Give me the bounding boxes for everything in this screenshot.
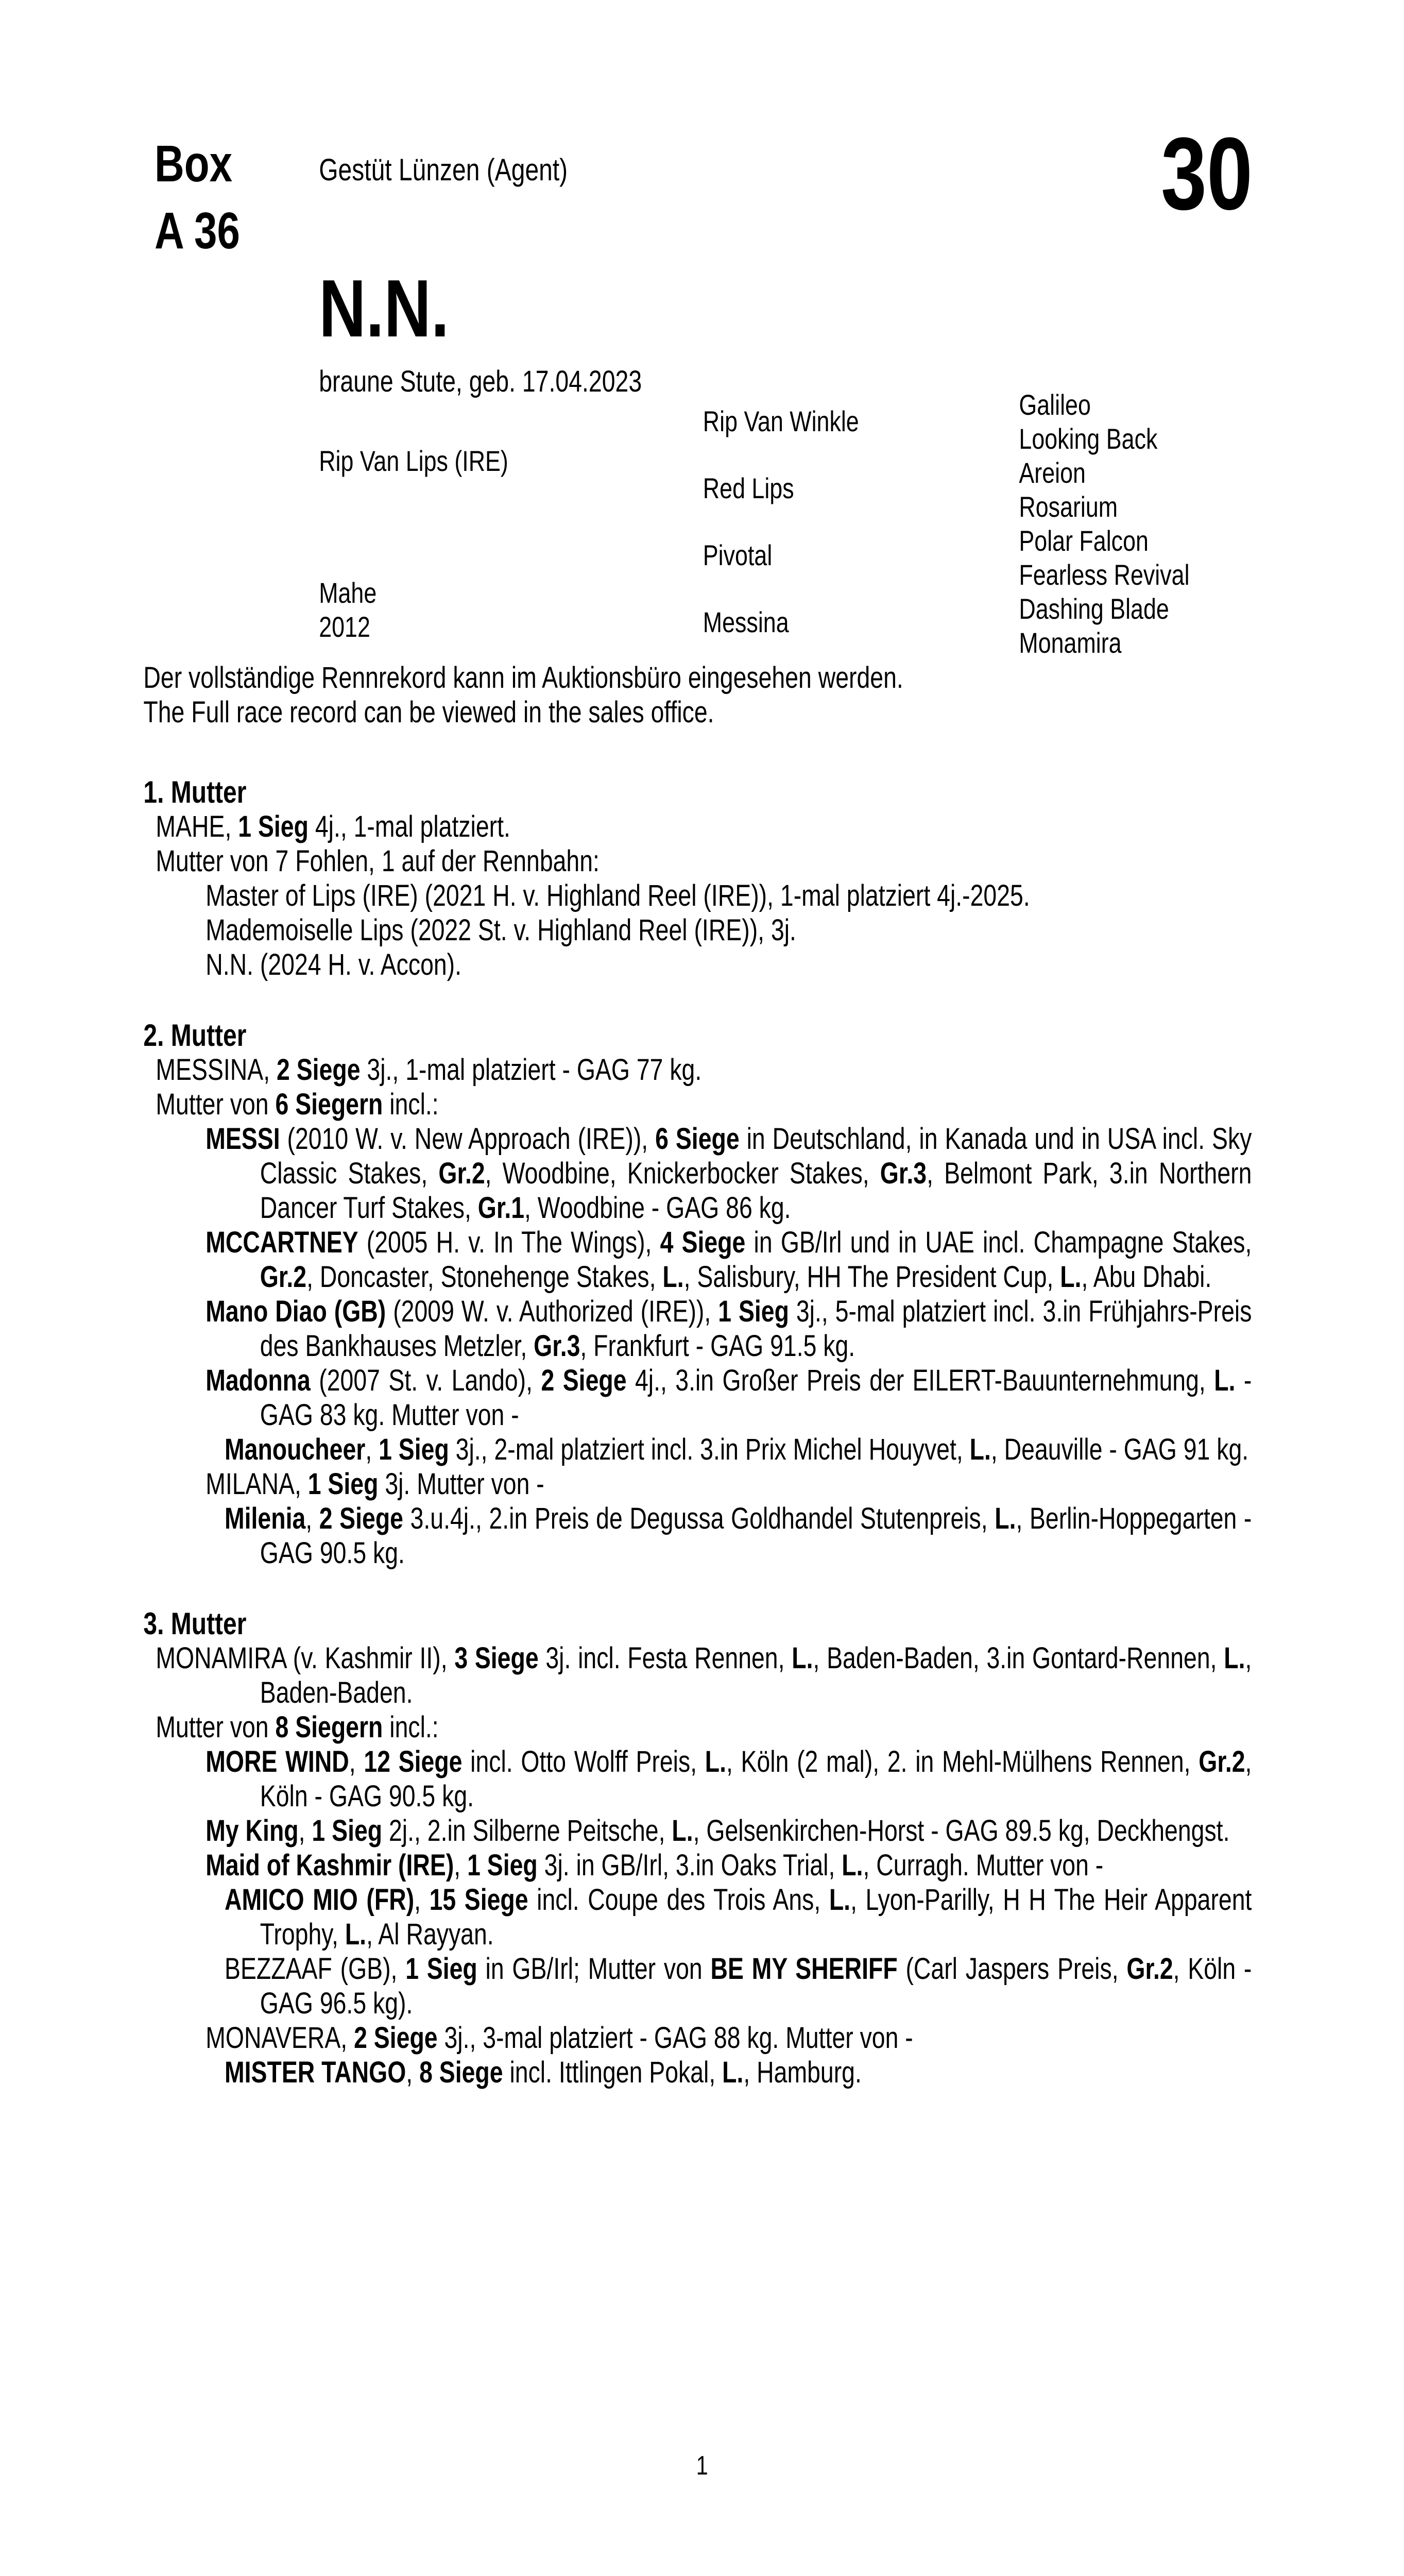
pedigree-dam (319, 576, 376, 644)
pedigree-paragraph: Maid of Kashmir (IRE), 1 Sieg 3j. in GB/Irl, 3.in Oaks Trial, L., Curragh. Mutter von - (206, 1849, 1104, 1882)
pedigree-paragraph: Madonna (2007 St. v. Lando), 2 Siege 4j., 3.in Großer Preis der EILERT-Bauunternehmung, L. - GAG 83 kg. Mutter von - (206, 1364, 1252, 1432)
pedigree-paragraph: MONAMIRA (v. Kashmir II), 3 Siege 3j. incl. Festa Rennen, L., Baden-Baden, 3.in Gontard-Rennen, L., Baden-Baden. (156, 1641, 1252, 1709)
pedigree-paragraph: N.N. (2024 H. v. Accon). (206, 948, 462, 981)
pedigree-paragraph: Milenia, 2 Siege 3.u.4j., 2.in Preis de Degussa Goldhandel Stutenpreis, L., Berlin-Hoppegarten - GAG 90.5 kg. (225, 1502, 1252, 1570)
pedigree-paragraph: MORE WIND, 12 Siege incl. Otto Wolff Preis, L., Köln (2 mal), 2. in Mehl-Mülhens Rennen, Gr.2, Köln - GAG 90.5 kg. (206, 1745, 1252, 1813)
box-label: Box (155, 135, 233, 193)
race-record-notice-de: Der vollständige Rennrekord kann im Auktionsbüro eingesehen werden. (143, 661, 903, 694)
pedigree-dam-sire: Pivotal (703, 539, 773, 571)
pedigree-sire: Rip Van Lips (IRE) (319, 445, 508, 477)
pedigree-dam-year: 2012 (319, 611, 370, 643)
pedigree-paragraph: Master of Lips (IRE) (2021 H. v. Highland Reel (IRE)), 1-mal platziert 4j.-2025. (206, 879, 1030, 912)
pedigree-sire-dam: Red Lips (703, 472, 794, 504)
section-heading: 1. Mutter (143, 775, 247, 809)
pedigree-g3-entry: Looking Back (1019, 422, 1158, 455)
pedigree-g3-entry: Polar Falcon (1019, 524, 1149, 557)
pedigree-g3-entry: Dashing Blade (1019, 592, 1169, 625)
mutter-section (0, 775, 1404, 982)
section-heading: 3. Mutter (143, 1606, 247, 1641)
catalog-body (0, 660, 1404, 2090)
pedigree-sire-sire: Rip Van Winkle (703, 405, 859, 437)
pedigree-paragraph: MONAVERA, 2 Siege 3j., 3-mal platziert - GAG 88 kg. Mutter von - (206, 2021, 913, 2055)
consignor-name: Gestüt Lünzen (Agent) (319, 152, 568, 187)
mutter-section (0, 1606, 1404, 2090)
horse-description: braune Stute, geb. 17.04.2023 (319, 365, 642, 398)
pedigree-paragraph: Mutter von 7 Fohlen, 1 auf der Rennbahn: (156, 844, 600, 878)
section-heading: 2. Mutter (143, 1018, 247, 1053)
pedigree-paragraph: MISTER TANGO, 8 Siege incl. Ittlingen Pokal, L., Hamburg. (225, 2056, 862, 2089)
pedigree-paragraph: My King, 1 Sieg 2j., 2.in Silberne Peitsche, L., Gelsenkirchen-Horst - GAG 89.5 kg, Deckhengst. (206, 1814, 1230, 1848)
pedigree-paragraph: MESSI (2010 W. v. New Approach (IRE)), 6 Siege in Deutschland, in Kanada und in USA incl. Sky Classic Stakes, Gr.2, Woodbine, Knickerbocker Stakes, Gr.3, Belmont Park, 3.in Northern Dancer Turf Stakes, Gr.1, Woodbine - GAG 86 kg. (206, 1122, 1252, 1225)
race-record-notice-en: The Full race record can be viewed in the sales office. (143, 696, 714, 729)
horse-name: N.N. (319, 263, 449, 354)
mutter-sections (0, 775, 1404, 2090)
pedigree-g3-entry: Monamira (1019, 626, 1122, 659)
mutter-section (0, 1018, 1404, 1570)
box-number: A 36 (155, 202, 241, 260)
pedigree-g3-entry: Galileo (1019, 388, 1091, 421)
pedigree-dam-name: Mahe (319, 577, 377, 609)
pedigree-paragraph: MILANA, 1 Sieg 3j. Mutter von - (206, 1467, 544, 1501)
pedigree-paragraph: Mutter von 6 Siegern incl.: (156, 1088, 439, 1121)
pedigree-paragraph: Mademoiselle Lips (2022 St. v. Highland Reel (IRE)), 3j. (206, 913, 796, 947)
pedigree-g3-entry: Rosarium (1019, 490, 1118, 523)
pedigree-paragraph: Manoucheer, 1 Sieg 3j., 2-mal platziert incl. 3.in Prix Michel Houyvet, L., Deauville - GAG 91 kg. (225, 1433, 1249, 1466)
pedigree-paragraph: Mutter von 8 Siegern incl.: (156, 1710, 439, 1744)
pedigree-g3-entry: Areion (1019, 456, 1086, 489)
page-number: 1 (696, 2451, 708, 2481)
pedigree-g3-entry: Fearless Revival (1019, 558, 1190, 591)
pedigree-paragraph: MAHE, 1 Sieg 4j., 1-mal platziert. (156, 810, 510, 843)
pedigree-paragraph: MCCARTNEY (2005 H. v. In The Wings), 4 Siege in GB/Irl und in UAE incl. Champagne Stakes, Gr.2, Doncaster, Stonehenge Stakes, L., Salisbury, HH The President Cup, L., Abu Dhabi. (206, 1226, 1252, 1294)
pedigree-paragraph: Mano Diao (GB) (2009 W. v. Authorized (IRE)), 1 Sieg 3j., 5-mal platziert incl. 3.in Frühjahrs-Preis des Bankhauses Metzler, Gr.3, Frankfurt - GAG 91.5 kg. (206, 1295, 1252, 1363)
lot-number: 30 (1161, 116, 1253, 231)
pedigree-paragraph: AMICO MIO (FR), 15 Siege incl. Coupe des Trois Ans, L., Lyon-Parilly, H H The Heir Apparent Trophy, L., Al Rayyan. (225, 1883, 1252, 1951)
pedigree-dam-dam: Messina (703, 606, 789, 638)
pedigree-paragraph: BEZZAAF (GB), 1 Sieg in GB/Irl; Mutter von BE MY SHERIFF (Carl Jaspers Preis, Gr.2, Köln - GAG 96.5 kg). (225, 1952, 1252, 2020)
pedigree-paragraph: MESSINA, 2 Siege 3j., 1-mal platziert - GAG 77 kg. (156, 1053, 702, 1087)
